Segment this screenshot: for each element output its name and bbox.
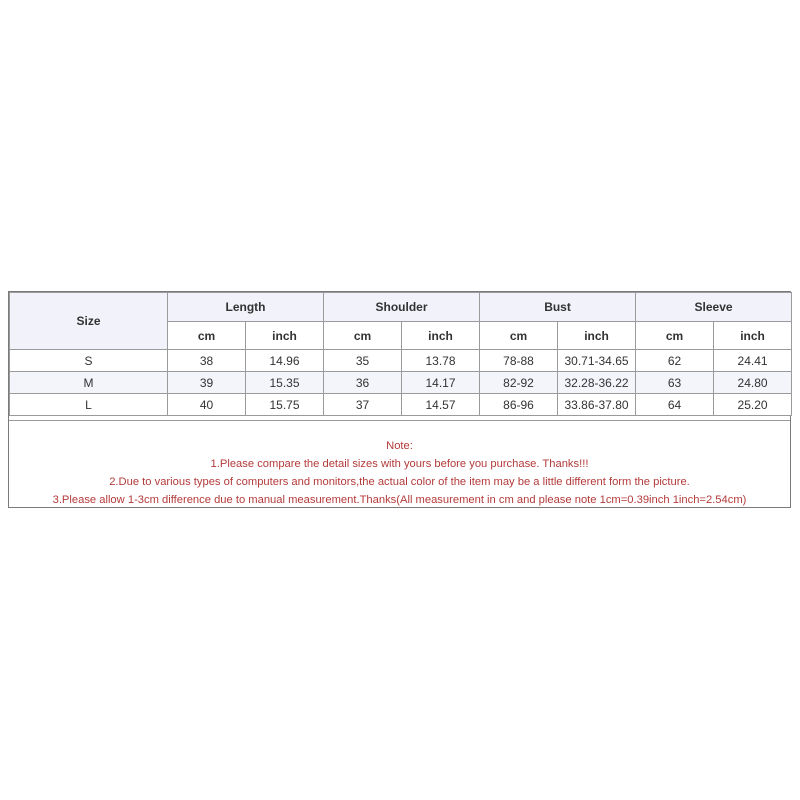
table-row	[10, 350, 792, 372]
size-cell: L	[10, 394, 168, 416]
unit-header: inch	[714, 322, 792, 350]
table-cell: 30.71-34.65	[558, 350, 636, 372]
table-cell: 15.75	[246, 394, 324, 416]
table-row	[10, 372, 792, 394]
table-cell: 64	[636, 394, 714, 416]
size-table	[9, 292, 792, 416]
table-cell: 24.41	[714, 350, 792, 372]
table-cell: 13.78	[402, 350, 480, 372]
table-cell: 62	[636, 350, 714, 372]
unit-header: cm	[636, 322, 714, 350]
unit-header: inch	[402, 322, 480, 350]
unit-header: inch	[246, 322, 324, 350]
note-item: 3.Please allow 1-3cm difference due to manual measurement.Thanks(All measurement in cm and please note 1cm=0.39inch 1inch=2.54cm)	[52, 494, 747, 506]
table-cell: 37	[324, 394, 402, 416]
sleeve-header: Sleeve	[636, 293, 792, 322]
table-cell: 39	[168, 372, 246, 394]
table-cell: 24.80	[714, 372, 792, 394]
table-cell: 15.35	[246, 372, 324, 394]
size-column-header: Size	[10, 293, 168, 350]
notes-section	[9, 420, 790, 509]
table-cell: 78-88	[480, 350, 558, 372]
unit-header: cm	[480, 322, 558, 350]
table-cell: 25.20	[714, 394, 792, 416]
table-cell: 40	[168, 394, 246, 416]
table-cell: 32.28-36.22	[558, 372, 636, 394]
table-cell: 82-92	[480, 372, 558, 394]
note-item: 2.Due to various types of computers and monitors,the actual color of the item may be a little different form the picture.	[109, 476, 690, 488]
size-chart	[8, 291, 791, 508]
size-cell: S	[10, 350, 168, 372]
table-cell: 14.96	[246, 350, 324, 372]
table-cell: 14.17	[402, 372, 480, 394]
note-item: 1.Please compare the detail sizes with yours before you purchase. Thanks!!!	[210, 458, 589, 470]
size-cell: M	[10, 372, 168, 394]
table-cell: 35	[324, 350, 402, 372]
unit-header: cm	[324, 322, 402, 350]
length-header: Length	[168, 293, 324, 322]
table-cell: 14.57	[402, 394, 480, 416]
unit-header: cm	[168, 322, 246, 350]
table-cell: 36	[324, 372, 402, 394]
group-header-row	[10, 293, 792, 322]
unit-header: inch	[558, 322, 636, 350]
table-row	[10, 394, 792, 416]
bust-header: Bust	[480, 293, 636, 322]
shoulder-header: Shoulder	[324, 293, 480, 322]
table-cell: 63	[636, 372, 714, 394]
notes-title: Note:	[386, 440, 413, 452]
table-cell: 38	[168, 350, 246, 372]
table-cell: 86-96	[480, 394, 558, 416]
table-cell: 33.86-37.80	[558, 394, 636, 416]
